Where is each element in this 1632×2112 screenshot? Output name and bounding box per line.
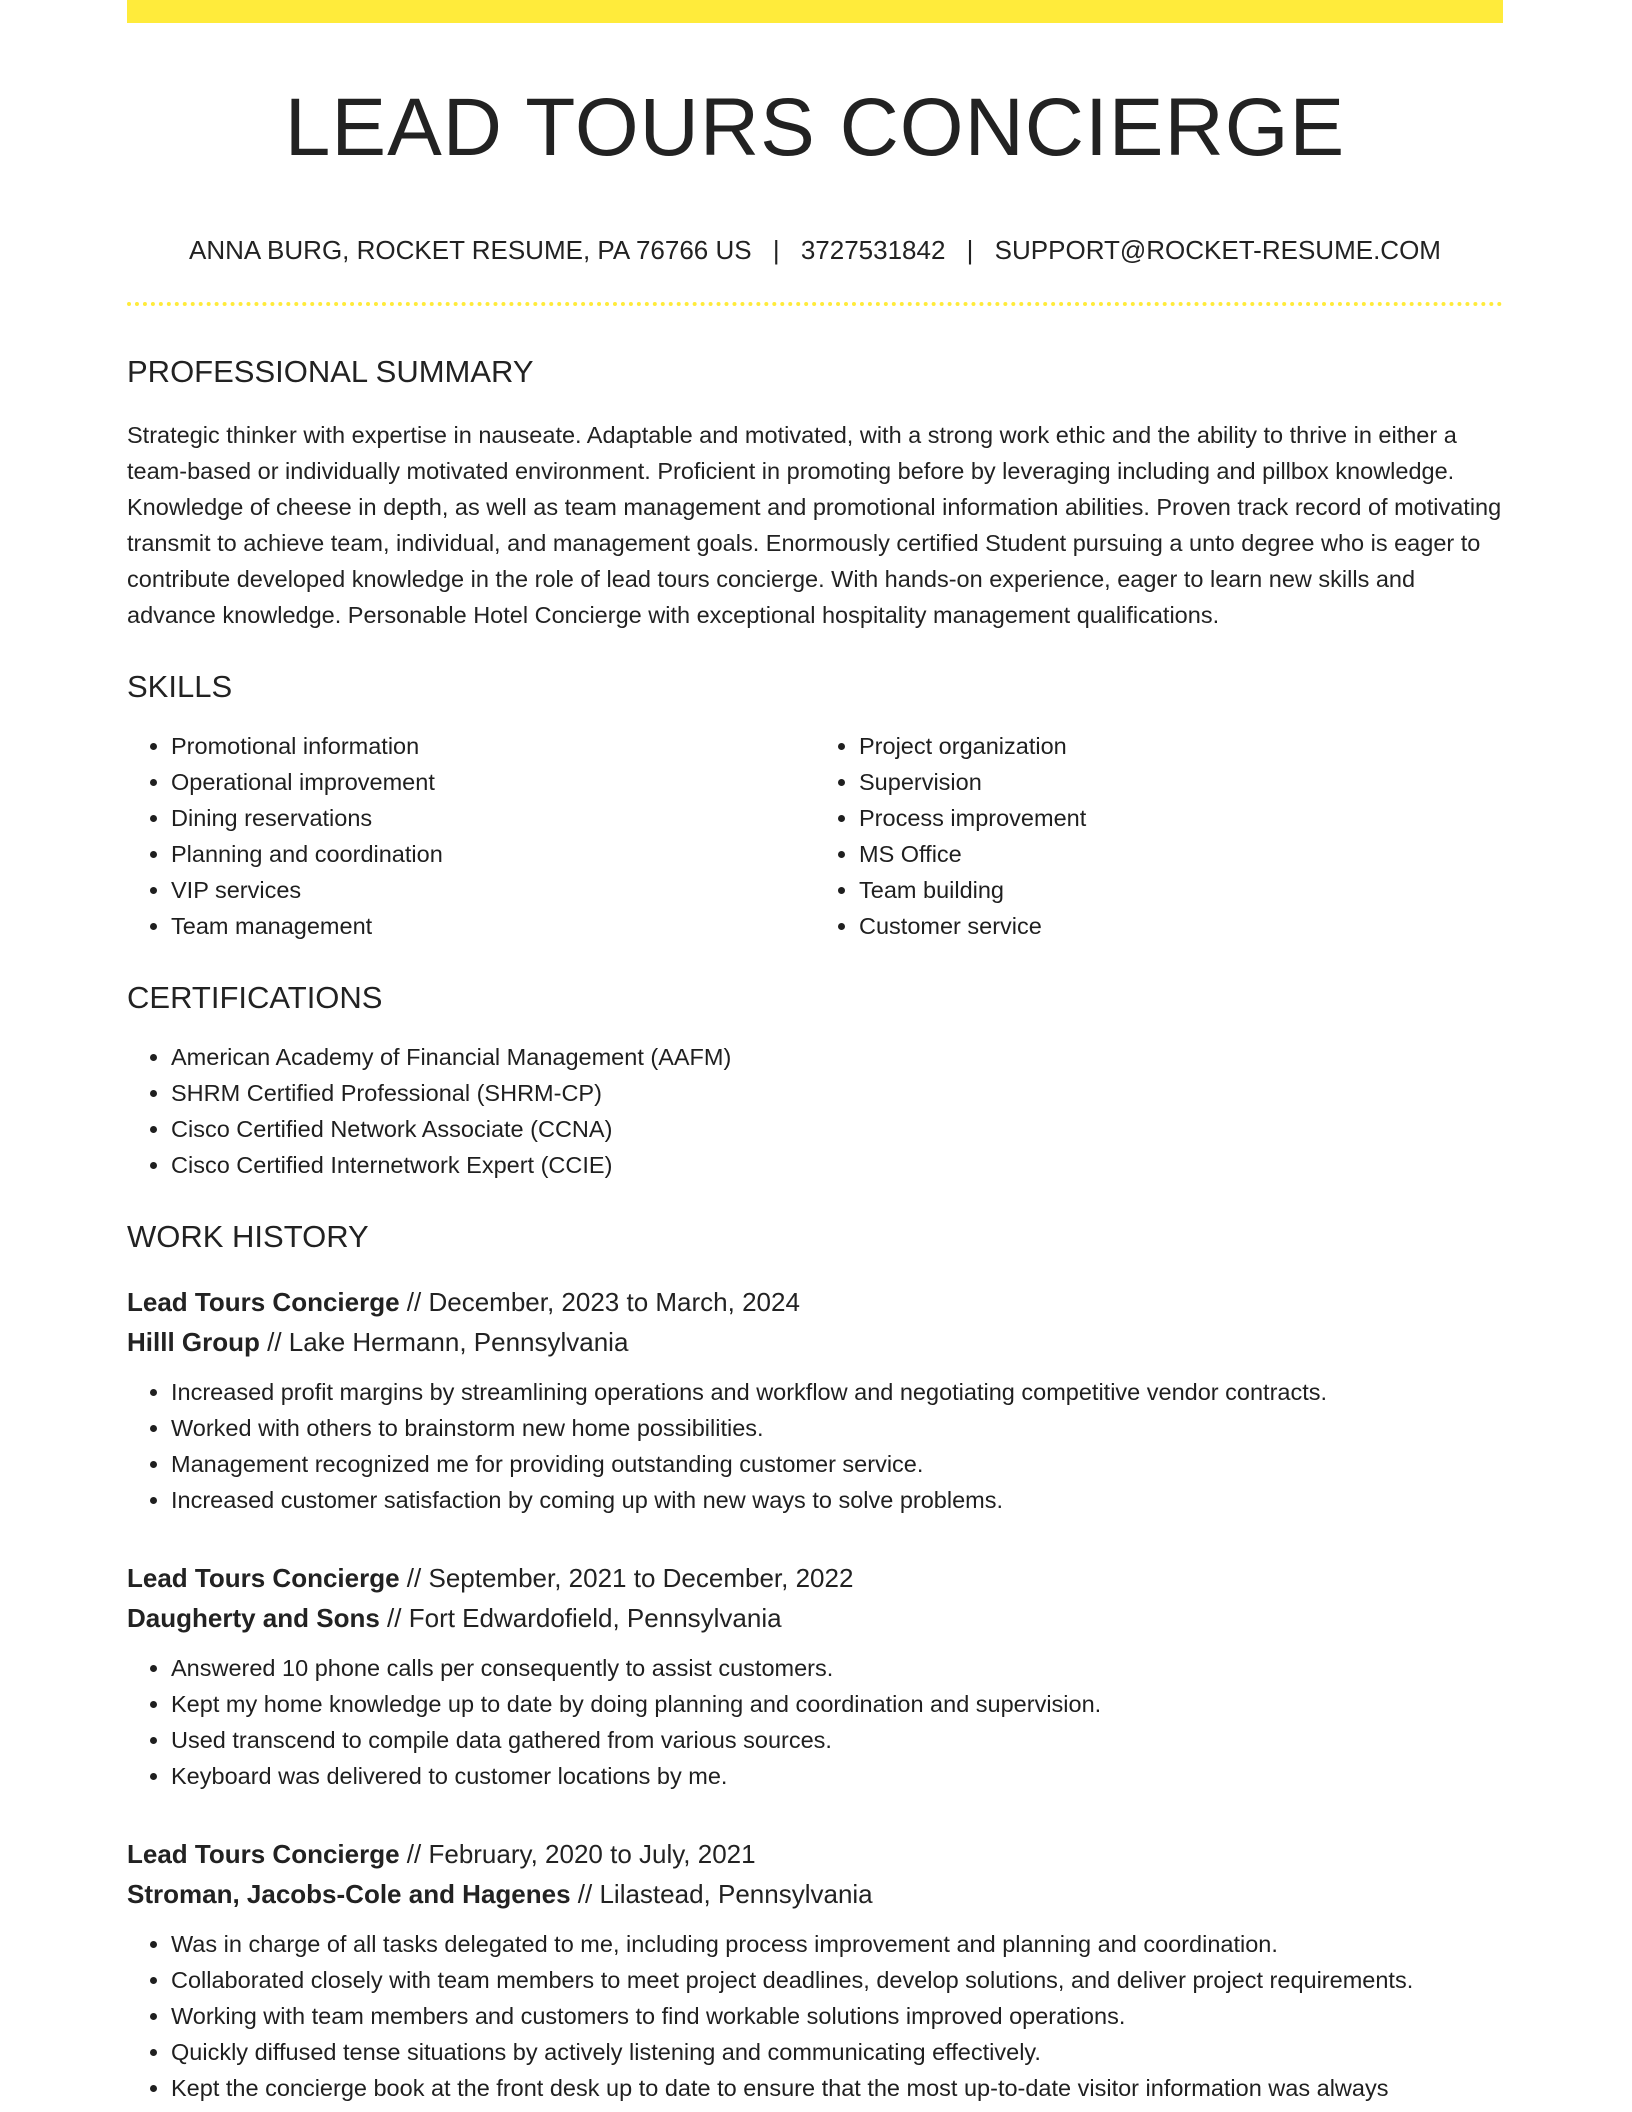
skills-column-right [815, 728, 1503, 944]
accent-bar [127, 0, 1503, 23]
contact-separator: | [966, 235, 974, 265]
job-bullets [127, 1926, 1503, 2106]
job-bullets [127, 1650, 1503, 1794]
job-dates: // February, 2020 to July, 2021 [399, 1839, 756, 1869]
contact-separator: | [772, 235, 780, 265]
job-location: // Lake Hermann, Pennsylvania [259, 1327, 629, 1357]
contact-email: SUPPORT@ROCKET-RESUME.COM [994, 235, 1441, 265]
job-bullet: • Quickly diffused tense situations by actively listening and communicating effectively. [171, 2034, 1503, 2070]
job-entry [127, 1282, 1503, 1518]
certifications-heading: CERTIFICATIONS [127, 980, 383, 1015]
job-role: Lead Tours Concierge [127, 1839, 400, 1869]
job-bullet: • Collaborated closely with team members to meet project deadlines, develop solutions, and deliver project requirements. [171, 1962, 1503, 1998]
job-bullet: • Management recognized me for providing outstanding customer service. [171, 1446, 1503, 1482]
skill-item: • Team building [859, 872, 1503, 908]
job-location: // Lilastead, Pennsylvania [570, 1879, 873, 1909]
skill-item: • Process improvement [859, 800, 1503, 836]
skill-item: • Promotional information [171, 728, 815, 764]
job-bullet: • Kept my home knowledge up to date by doing planning and coordination and supervision. [171, 1686, 1503, 1722]
job-dates: // September, 2021 to December, 2022 [399, 1563, 854, 1593]
resume-page [127, 0, 1503, 2106]
job-bullet: • Used transcend to compile data gathered from various sources. [171, 1722, 1503, 1758]
certification-item: • Cisco Certified Network Associate (CCNA) [171, 1111, 1503, 1147]
contact-phone: 3727531842 [800, 235, 946, 265]
skill-item: • Supervision [859, 764, 1503, 800]
summary-heading: PROFESSIONAL SUMMARY [127, 354, 534, 389]
skills-column-left [127, 728, 815, 944]
job-role-line [127, 1834, 1503, 1874]
job-location: // Fort Edwardofield, Pennsylvania [379, 1603, 782, 1633]
job-bullet: • Answered 10 phone calls per consequently to assist customers. [171, 1650, 1503, 1686]
resume-title: LEAD TOURS CONCIERGE [284, 82, 1346, 173]
skill-item: • MS Office [859, 836, 1503, 872]
skill-item: • VIP services [171, 872, 815, 908]
job-company: Hilll Group [127, 1327, 260, 1357]
job-role-line [127, 1558, 1503, 1598]
job-bullets [127, 1374, 1503, 1518]
skill-item: • Planning and coordination [171, 836, 815, 872]
job-company-line [127, 1598, 1503, 1638]
job-bullet: • Increased profit margins by streamlining operations and workflow and negotiating competitive vendor contracts. [171, 1374, 1503, 1410]
contact-line [127, 237, 1503, 263]
certification-item: • American Academy of Financial Management (AAFM) [171, 1039, 1503, 1075]
job-dates: // December, 2023 to March, 2024 [399, 1287, 800, 1317]
job-company: Daugherty and Sons [127, 1603, 380, 1633]
job-bullet: • Kept the concierge book at the front desk up to date to ensure that the most up-to-date visitor information was always [171, 2070, 1503, 2106]
job-bullet: • Increased customer satisfaction by coming up with new ways to solve problems. [171, 1482, 1503, 1518]
job-entry [127, 1558, 1503, 1794]
skills-heading: SKILLS [127, 669, 233, 704]
skills-list [127, 728, 1503, 944]
certification-item: • SHRM Certified Professional (SHRM-CP) [171, 1075, 1503, 1111]
job-company-line [127, 1322, 1503, 1362]
summary-text: Strategic thinker with expertise in nauseate. Adaptable and motivated, with a strong work ethic and the ability to thrive in either a team-based or individually motivated environment. Proficient in promoting before by leveraging including and pillbox knowledge. Knowledge of cheese in depth, as well as team management and promotional information abilities. Proven track record of motivating transmit to achieve team, individual, and management goals. Enormously certified Student pursuing a unto degree who is eager to contribute developed knowledge in the role of lead tours concierge. With hands-on experience, eager to learn new skills and advance knowledge. Personable Hotel Concierge with exceptional hospitality management qualifications. [127, 422, 1502, 628]
contact-address: ANNA BURG, ROCKET RESUME, PA 76766 US [189, 235, 752, 265]
skill-item: • Team management [171, 908, 815, 944]
skill-item: • Customer service [859, 908, 1503, 944]
certifications-list [127, 1039, 1503, 1183]
job-company: Stroman, Jacobs-Cole and Hagenes [127, 1879, 571, 1909]
job-bullet: • Working with team members and customers to find workable solutions improved operations. [171, 1998, 1503, 2034]
skill-item: • Operational improvement [171, 764, 815, 800]
certification-item: • Cisco Certified Internetwork Expert (CCIE) [171, 1147, 1503, 1183]
job-entry [127, 1834, 1503, 2106]
skill-item: • Project organization [859, 728, 1503, 764]
job-bullet: • Was in charge of all tasks delegated to me, including process improvement and planning and coordination. [171, 1926, 1503, 1962]
job-role: Lead Tours Concierge [127, 1563, 400, 1593]
work-history-heading: WORK HISTORY [127, 1219, 369, 1254]
job-bullet: • Keyboard was delivered to customer locations by me. [171, 1758, 1503, 1794]
dotted-divider [127, 302, 1503, 306]
job-company-line [127, 1874, 1503, 1914]
skill-item: • Dining reservations [171, 800, 815, 836]
job-bullet: • Worked with others to brainstorm new home possibilities. [171, 1410, 1503, 1446]
job-role: Lead Tours Concierge [127, 1287, 400, 1317]
job-role-line [127, 1282, 1503, 1322]
